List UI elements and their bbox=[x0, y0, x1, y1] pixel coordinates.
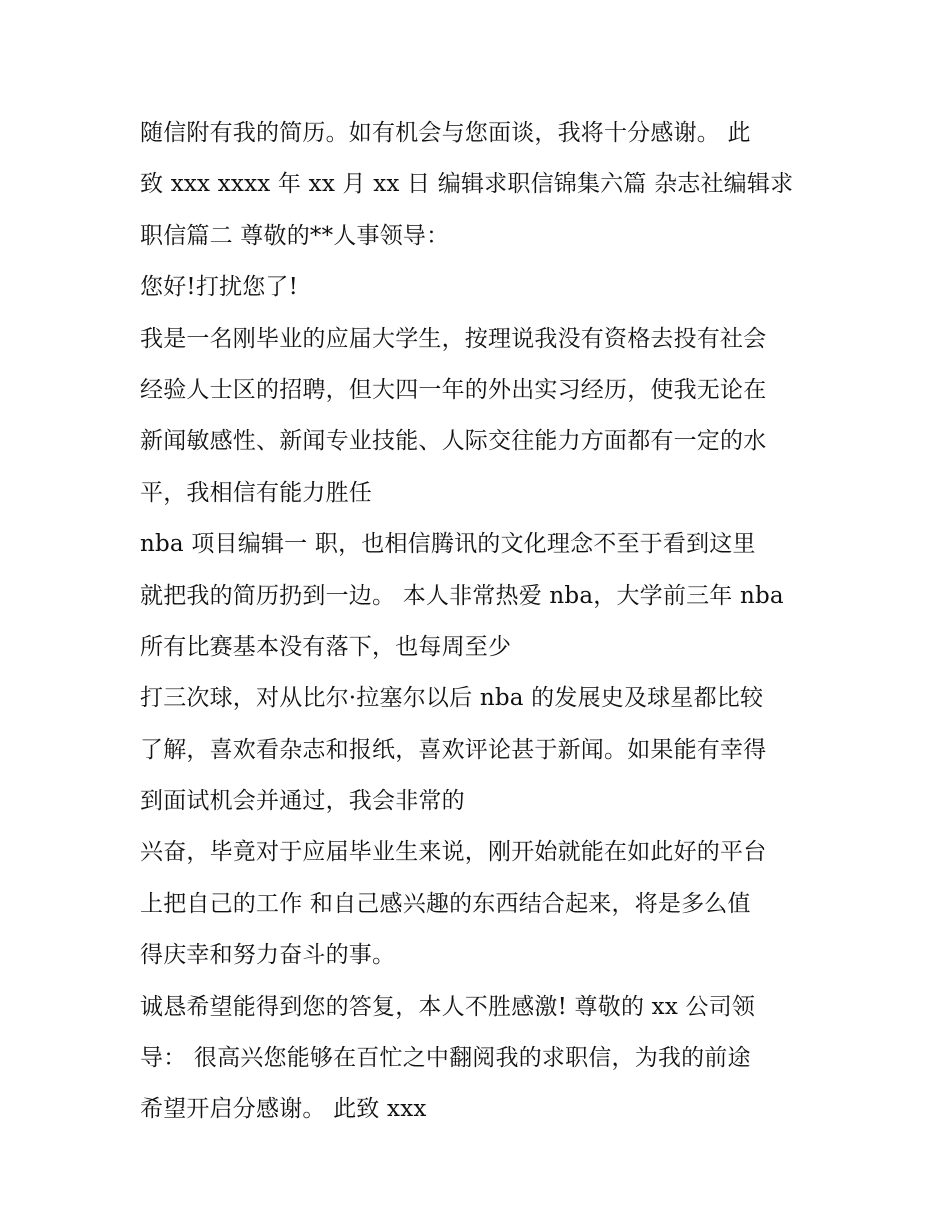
text-line: 所有比赛基本没有落下，也每周至少 bbox=[140, 633, 512, 660]
text-line: 得庆幸和努力奋斗的事。 bbox=[140, 942, 396, 969]
text-line: 打三次球，对从比尔·拉塞尔以后 nba 的发展史及球星都比较 bbox=[140, 685, 764, 712]
text-line: 到面试机会并通过，我会非常的 bbox=[140, 788, 465, 815]
text-line: 希望开启分感谢。 此致 xxx bbox=[140, 1096, 427, 1123]
text-line: 了解，喜欢看杂志和报纸，喜欢评论甚于新闻。如果能有幸得 bbox=[140, 736, 767, 763]
text-line: 您好!打扰您了! bbox=[140, 274, 299, 301]
letter-body bbox=[140, 108, 830, 1136]
text-line: 致 xxx xxxx 年 xx 月 xx 日 编辑求职信锦集六篇 杂志社编辑求 bbox=[140, 171, 794, 198]
text-line: 经验人士区的招聘，但大四一年的外出实习经历，使我无论在 bbox=[140, 376, 767, 403]
text-line: 平，我相信有能力胜任 bbox=[140, 479, 372, 506]
text-line: 我是一名刚毕业的应届大学生，按理说我没有资格去投有社会 bbox=[140, 325, 767, 352]
text-line: 新闻敏感性、新闻专业技能、人际交往能力方面都有一定的水 bbox=[140, 428, 767, 455]
text-line: 就把我的简历扔到一边。 本人非常热爱 nba，大学前三年 nba bbox=[140, 582, 784, 609]
text-line: 上把自己的工作 和自己感兴趣的东西结合起来，将是多么值 bbox=[140, 890, 751, 917]
text-line: nba 项目编辑一 职，也相信腾讯的文化理念不至于看到这里 bbox=[140, 531, 756, 558]
text-line: 导： 很高兴您能够在百忙之中翻阅我的求职信，为我的前途 bbox=[140, 1045, 751, 1072]
text-line: 随信附有我的简历。如有机会与您面谈，我将十分感谢。 此 bbox=[140, 120, 751, 146]
text-line: 诚恳希望能得到您的答复，本人不胜感激! 尊敬的 xx 公司领 bbox=[140, 993, 756, 1020]
text-line: 兴奋，毕竟对于应届毕业生来说，刚开始就能在如此好的平台 bbox=[140, 839, 767, 866]
text-line: 职信篇二 尊敬的**人事领导： bbox=[140, 222, 450, 249]
